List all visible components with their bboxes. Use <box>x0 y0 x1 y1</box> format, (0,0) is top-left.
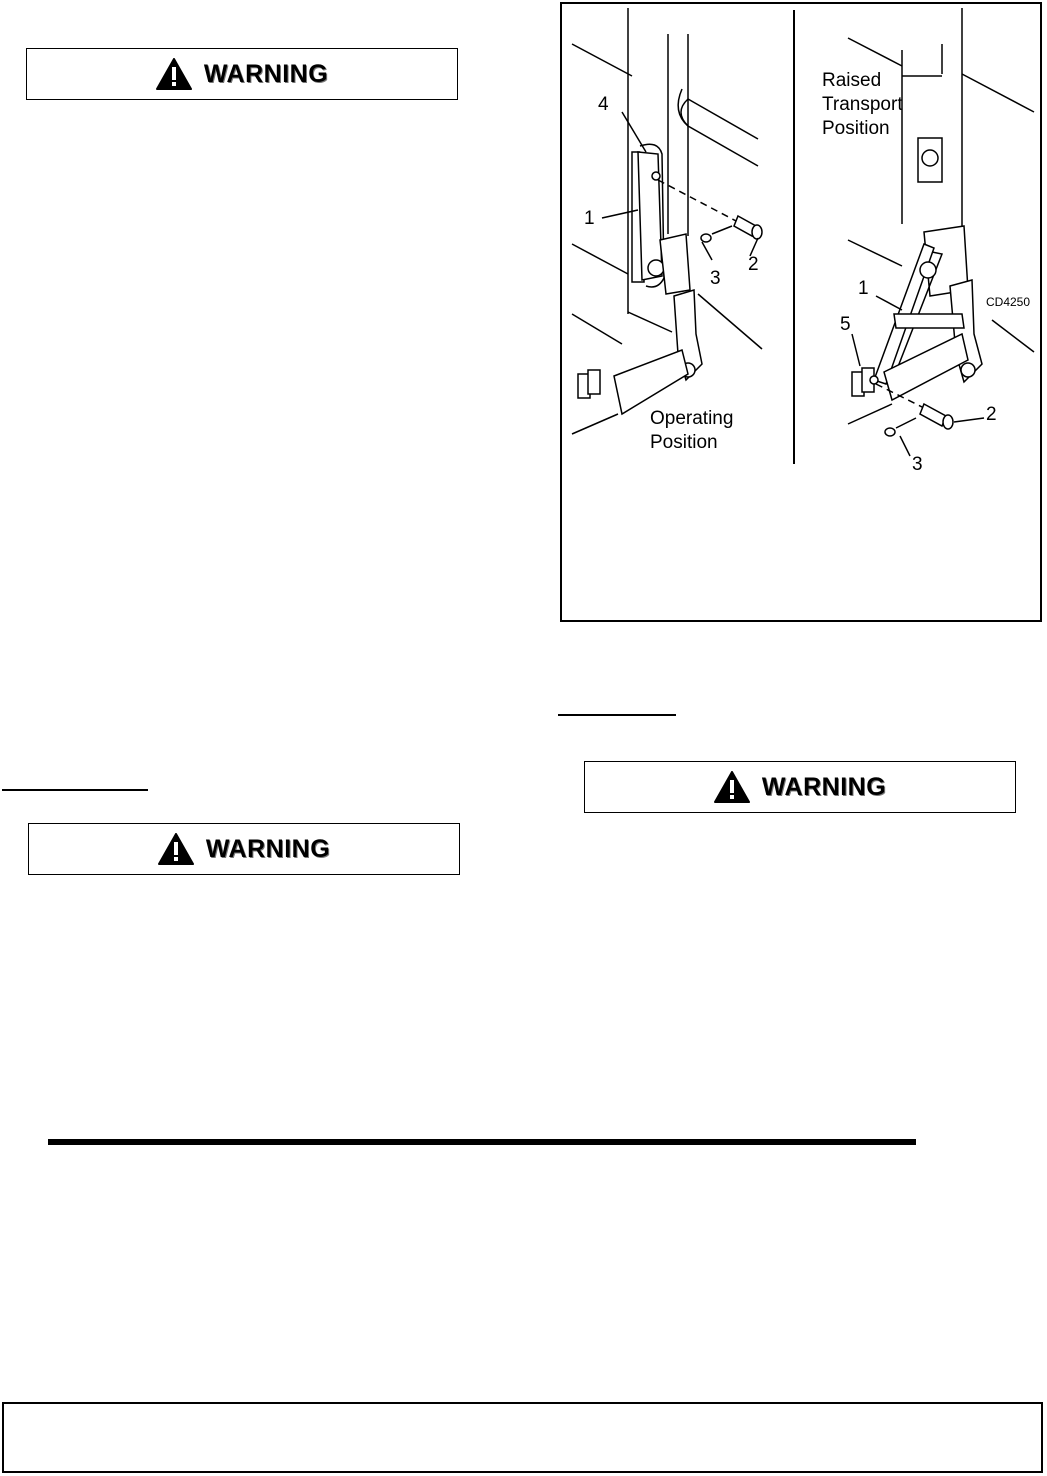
warning-label: WARNING <box>203 59 329 88</box>
callout-1-right: 1 <box>858 278 869 299</box>
operating-caption-line-2: Position <box>650 432 718 453</box>
callout-5-right: 5 <box>840 314 851 335</box>
warning-triangle-icon <box>158 833 194 865</box>
section-separator-rule <box>48 1139 916 1145</box>
callout-3-left: 3 <box>710 268 721 289</box>
transport-caption-line-3: Position <box>822 118 890 139</box>
warning-triangle-icon <box>156 58 192 90</box>
figure-code: CD4250 <box>986 295 1031 309</box>
callout-4-left: 4 <box>598 94 609 115</box>
callout-1-left: 1 <box>584 208 595 229</box>
warning-label: WARNING <box>761 772 887 801</box>
warning-label: WARNING <box>205 834 331 863</box>
footer-box <box>2 1402 1043 1473</box>
warning-box-top-left <box>26 48 458 100</box>
heading-underline-left <box>2 789 148 791</box>
callout-2-left: 2 <box>748 254 759 275</box>
figure-cd4250 <box>560 2 1042 622</box>
warning-box-right <box>584 761 1016 813</box>
heading-underline-right <box>558 714 676 716</box>
warning-box-bottom-left <box>28 823 460 875</box>
callout-3-right: 3 <box>912 454 923 475</box>
transport-caption-line-2: Transport <box>822 94 903 115</box>
transport-caption-line-1: Raised <box>822 70 882 91</box>
warning-triangle-icon <box>714 771 750 803</box>
operating-caption-line-1: Operating <box>650 408 734 429</box>
callout-2-right: 2 <box>986 404 997 425</box>
figure-drawing <box>562 4 1044 624</box>
